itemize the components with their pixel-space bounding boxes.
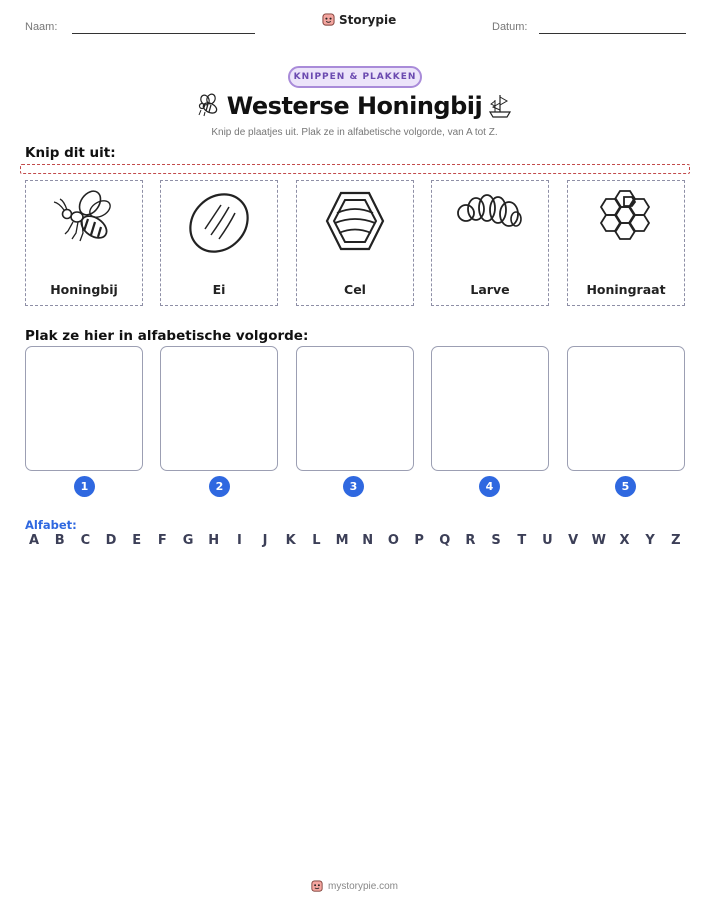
cut-card-label: Honingraat xyxy=(586,282,666,297)
alphabet-letter: C xyxy=(80,533,91,548)
cut-card-cel[interactable] xyxy=(296,180,414,306)
alphabet-letter: S xyxy=(491,533,501,548)
bee-icon xyxy=(50,189,118,253)
footer xyxy=(0,880,709,893)
hexagon-cell-icon xyxy=(321,189,389,253)
alphabet-letter: E xyxy=(132,533,142,548)
paste-box-4[interactable] xyxy=(431,346,549,471)
alphabet-letter: A xyxy=(28,533,40,548)
slot-number: 5 xyxy=(615,476,636,497)
alphabet-letter: V xyxy=(568,533,579,548)
cut-card-label: Larve xyxy=(470,282,510,297)
slot-number: 4 xyxy=(479,476,500,497)
alphabet-letter: F xyxy=(157,533,167,548)
alphabet-letter: D xyxy=(105,533,117,548)
title-row xyxy=(0,90,709,126)
alphabet-letter: L xyxy=(312,533,321,548)
instructions: Knip de plaatjes uit. Plak ze in alfabetische volgorde, van A tot Z. xyxy=(211,127,498,138)
alphabet-letter: H xyxy=(208,533,220,548)
alphabet-letter: R xyxy=(465,533,476,548)
alphabet-letter: W xyxy=(591,533,606,548)
cut-section-heading: Knip dit uit: xyxy=(25,145,116,161)
slot-number: 3 xyxy=(343,476,364,497)
alphabet-letter: T xyxy=(517,533,527,548)
cut-card-label: Cel xyxy=(344,282,366,297)
storypie-mascot-icon xyxy=(322,13,335,27)
alphabet-letter: U xyxy=(542,533,553,548)
cut-line xyxy=(20,164,690,174)
alphabet-letter: B xyxy=(54,533,65,548)
alphabet-letter: P xyxy=(414,533,424,548)
activity-badge: KNIPPEN & PLAKKEN xyxy=(288,66,422,88)
alphabet-label: Alfabet: xyxy=(25,518,77,532)
worksheet-header xyxy=(0,0,709,50)
cut-card-ei[interactable] xyxy=(160,180,278,306)
paste-box-1[interactable] xyxy=(25,346,143,471)
alphabet-letter: O xyxy=(387,533,399,548)
cut-card-label: Ei xyxy=(212,282,226,297)
alphabet-letter: I xyxy=(236,533,242,548)
footer-url[interactable]: mystorypie.com xyxy=(327,881,398,892)
date-label: Datum: xyxy=(492,21,528,33)
paste-section-heading: Plak ze hier in alfabetische volgorde: xyxy=(25,328,309,344)
alphabet-strip xyxy=(25,533,685,548)
larva-icon xyxy=(456,189,524,253)
alphabet-letter: M xyxy=(335,533,349,548)
brand-name: Storypie xyxy=(339,13,397,27)
paste-box-2[interactable] xyxy=(160,346,278,471)
alphabet-letter: Z xyxy=(671,533,681,548)
cut-card-honingbij[interactable] xyxy=(25,180,143,306)
cut-card-label: Honingbij xyxy=(50,282,118,297)
name-label: Naam: xyxy=(25,21,58,33)
cut-card-larve[interactable] xyxy=(431,180,549,306)
ship-icon xyxy=(487,92,513,120)
name-line[interactable] xyxy=(72,33,255,34)
alphabet-letter: X xyxy=(619,533,630,548)
honeycomb-icon xyxy=(592,189,660,253)
storypie-mascot-icon xyxy=(311,880,323,893)
page-title: Westerse Honingbij xyxy=(226,92,483,120)
alphabet-letter: Y xyxy=(645,533,655,548)
alphabet-letter: N xyxy=(362,533,374,548)
slot-number: 2 xyxy=(209,476,230,497)
alphabet-letter: J xyxy=(262,533,268,548)
brand-logo xyxy=(322,13,396,27)
cut-card-honingraat[interactable] xyxy=(567,180,685,306)
slot-number: 1 xyxy=(74,476,95,497)
egg-icon xyxy=(185,189,253,253)
alphabet-letter: G xyxy=(182,533,194,548)
paste-box-5[interactable] xyxy=(567,346,685,471)
date-line[interactable] xyxy=(539,33,686,34)
paste-box-3[interactable] xyxy=(296,346,414,471)
alphabet-letter: K xyxy=(285,533,296,548)
alphabet-letter: Q xyxy=(439,533,451,548)
